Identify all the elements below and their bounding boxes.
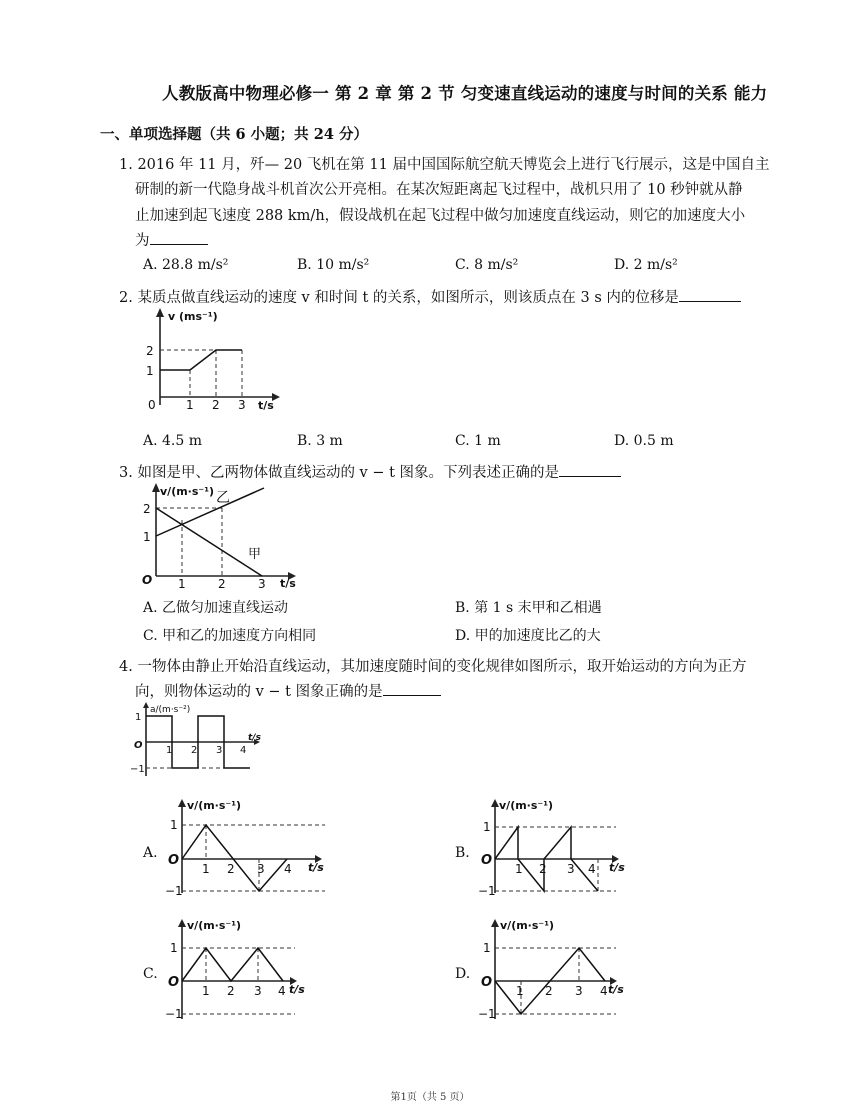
y-axis-arrow	[491, 799, 499, 807]
q4-at-graph	[130, 700, 270, 780]
x-axis-label: t/s	[609, 861, 625, 874]
x-tick-label: 1	[178, 577, 186, 591]
q3-option-d[interactable]: D. 甲的加速度比乙的大	[455, 628, 601, 644]
q1-option-c[interactable]: C. 8 m/s²	[455, 257, 519, 273]
page-footer: 第1页（共 5 页）	[390, 1092, 470, 1103]
y-tick-label: −1	[478, 884, 496, 898]
q4-line-1: 4. 一物体由静止开始沿直线运动，其加速度随时间的变化规律如图所示，取开始运动的方向为正方	[119, 659, 747, 675]
x-tick-label: 4	[278, 984, 286, 998]
q1-line-1: 1. 2016 年 11 月，歼— 20 飞机在第 11 届中国国际航空航天博览会上进行飞行展示，这是中国自主	[119, 157, 770, 173]
q2-option-b[interactable]: B. 3 m	[297, 433, 343, 449]
x-tick-label: 4	[240, 745, 247, 756]
q4-option-d-letter[interactable]: D.	[455, 966, 471, 982]
y-axis-arrow	[178, 799, 186, 807]
y-tick-label: 2	[146, 344, 154, 358]
x-tick-label: 4	[284, 862, 292, 876]
y-tick-label: −1	[165, 884, 183, 898]
x-tick-label: 1	[166, 745, 173, 756]
q2-option-a[interactable]: A. 4.5 m	[143, 433, 203, 449]
q4-option-b-graph[interactable]	[478, 793, 658, 898]
y-tick-label: 2	[143, 502, 151, 516]
q3-stem: 3. 如图是甲、乙两物体做直线运动的 v − t 图象。下列表述正确的是	[119, 465, 560, 481]
y-tick-label: −1	[165, 1007, 183, 1021]
series-yi-label: 乙	[216, 490, 230, 506]
q4-option-c-graph[interactable]	[165, 913, 345, 1023]
y-axis-label: v (ms⁻¹)	[168, 310, 218, 323]
y-axis-label: v/(m·s⁻¹)	[499, 799, 554, 812]
q2-text	[119, 286, 741, 307]
x-axis-label: t/s	[308, 861, 324, 874]
series-jia-label: 甲	[248, 547, 262, 562]
q4-option-a-graph[interactable]	[165, 793, 345, 898]
q3-vt-graph	[138, 478, 308, 591]
y-axis-arrow	[178, 919, 186, 927]
y-tick-label: −1	[130, 764, 145, 775]
y-axis-label: a/(m·s⁻²)	[150, 705, 191, 715]
x-axis-label: t/s	[248, 733, 261, 743]
velocity-line	[160, 350, 242, 370]
x-tick-label: 3	[238, 398, 246, 412]
x-tick-label: 1	[515, 862, 523, 876]
y-axis-arrow	[156, 308, 164, 317]
answer-blank[interactable]	[150, 230, 208, 245]
y-axis-label: v/(m·s⁻¹)	[187, 799, 242, 812]
x-tick-label: 1	[516, 984, 524, 998]
x-axis-label: t/s	[258, 399, 274, 412]
x-tick-label: 3	[258, 577, 266, 591]
x-tick-label: 2	[212, 398, 220, 412]
x-axis-label: t/s	[289, 983, 305, 996]
y-tick-label: −1	[478, 1007, 496, 1021]
q2-vt-graph	[140, 305, 290, 420]
x-tick-label: 4	[588, 862, 596, 876]
x-tick-label: 3	[257, 862, 265, 876]
velocity-line	[182, 948, 283, 981]
x-tick-label: 2	[545, 984, 553, 998]
q1-line-4-text: 为	[135, 233, 150, 249]
y-axis-arrow	[152, 483, 160, 492]
x-axis-label: t/s	[280, 577, 296, 590]
q1-line-3: 止加速到起飞速度 288 km/h，假设战机在起飞过程中做匀加速度直线运动，则它的加速度大小	[135, 208, 746, 224]
y-axis-label: v/(m·s⁻¹)	[500, 919, 555, 932]
q2-option-d[interactable]: D. 0.5 m	[614, 433, 674, 449]
y-tick-label: 1	[483, 941, 491, 955]
x-tick-label: 2	[227, 862, 235, 876]
page-title: 人教版高中物理必修一 第 2 章 第 2 节 匀变速直线运动的速度与时间的关系 能力	[162, 84, 768, 103]
q3-option-a[interactable]: A. 乙做匀加速直线运动	[143, 600, 289, 616]
x-tick-label: 3	[254, 984, 262, 998]
q4-option-c-letter[interactable]: C.	[143, 966, 158, 982]
origin-label: O	[168, 853, 180, 868]
x-tick-label: 1	[186, 398, 194, 412]
answer-blank[interactable]	[383, 681, 441, 696]
q4-option-d-graph[interactable]	[478, 913, 658, 1023]
section-heading: 一、单项选择题（共 6 小题；共 24 分）	[100, 126, 368, 143]
origin-label: 0	[148, 398, 156, 412]
y-axis-arrow	[491, 919, 499, 927]
answer-blank[interactable]	[679, 287, 741, 302]
x-tick-label: 3	[567, 862, 575, 876]
x-tick-label: 2	[227, 984, 235, 998]
origin-label: O	[481, 975, 493, 990]
y-axis-label: v/(m·s⁻¹)	[187, 919, 242, 932]
x-tick-label: 4	[600, 984, 608, 998]
x-tick-label: 2	[539, 862, 547, 876]
q4-option-a-letter[interactable]: A.	[143, 845, 158, 861]
y-tick-label: 1	[170, 941, 178, 955]
q1-option-a[interactable]: A. 28.8 m/s²	[143, 257, 229, 273]
q2-option-c[interactable]: C. 1 m	[455, 433, 501, 449]
y-axis-label: v/(m·s⁻¹)	[160, 485, 215, 498]
q1-line-4	[135, 229, 208, 250]
x-tick-label: 3	[216, 745, 223, 756]
x-tick-label: 3	[575, 984, 583, 998]
origin-label: O	[168, 975, 180, 990]
q1-option-d[interactable]: D. 2 m/s²	[614, 257, 678, 273]
origin-label: O	[142, 573, 153, 587]
q4-line-2	[135, 680, 441, 701]
x-tick-label: 1	[202, 862, 210, 876]
origin-label: O	[481, 853, 493, 868]
x-tick-label: 1	[202, 984, 210, 998]
velocity-line	[182, 825, 287, 891]
q2-stem: 2. 某质点做直线运动的速度 v 和时间 t 的关系，如图所示，则该质点在 3 s 内的位移是	[119, 290, 679, 306]
q4-option-b-letter[interactable]: B.	[455, 845, 470, 861]
y-axis-arrow	[143, 702, 149, 708]
x-tick-label: 2	[218, 577, 226, 591]
x-axis-label: t/s	[608, 983, 624, 996]
q3-option-b[interactable]: B. 第 1 s 末甲和乙相遇	[455, 600, 602, 616]
series-jia-line	[156, 508, 262, 576]
y-tick-label: 1	[170, 818, 178, 832]
y-tick-label: 1	[143, 530, 151, 544]
origin-label: O	[134, 740, 143, 751]
y-tick-label: 1	[483, 820, 491, 834]
y-tick-label: 1	[146, 364, 154, 378]
q1-line-2: 研制的新一代隐身战斗机首次公开亮相。在某次短距离起飞过程中，战机只用了 10 秒钟就从静	[135, 182, 743, 198]
y-tick-label: 1	[135, 712, 142, 723]
q1-option-b[interactable]: B. 10 m/s²	[297, 257, 370, 273]
q3-option-c[interactable]: C. 甲和乙的加速度方向相同	[143, 628, 317, 644]
q4-line-2-text: 向，则物体运动的 v − t 图象正确的是	[135, 684, 383, 700]
x-tick-label: 2	[191, 745, 198, 756]
answer-blank[interactable]	[559, 462, 621, 477]
